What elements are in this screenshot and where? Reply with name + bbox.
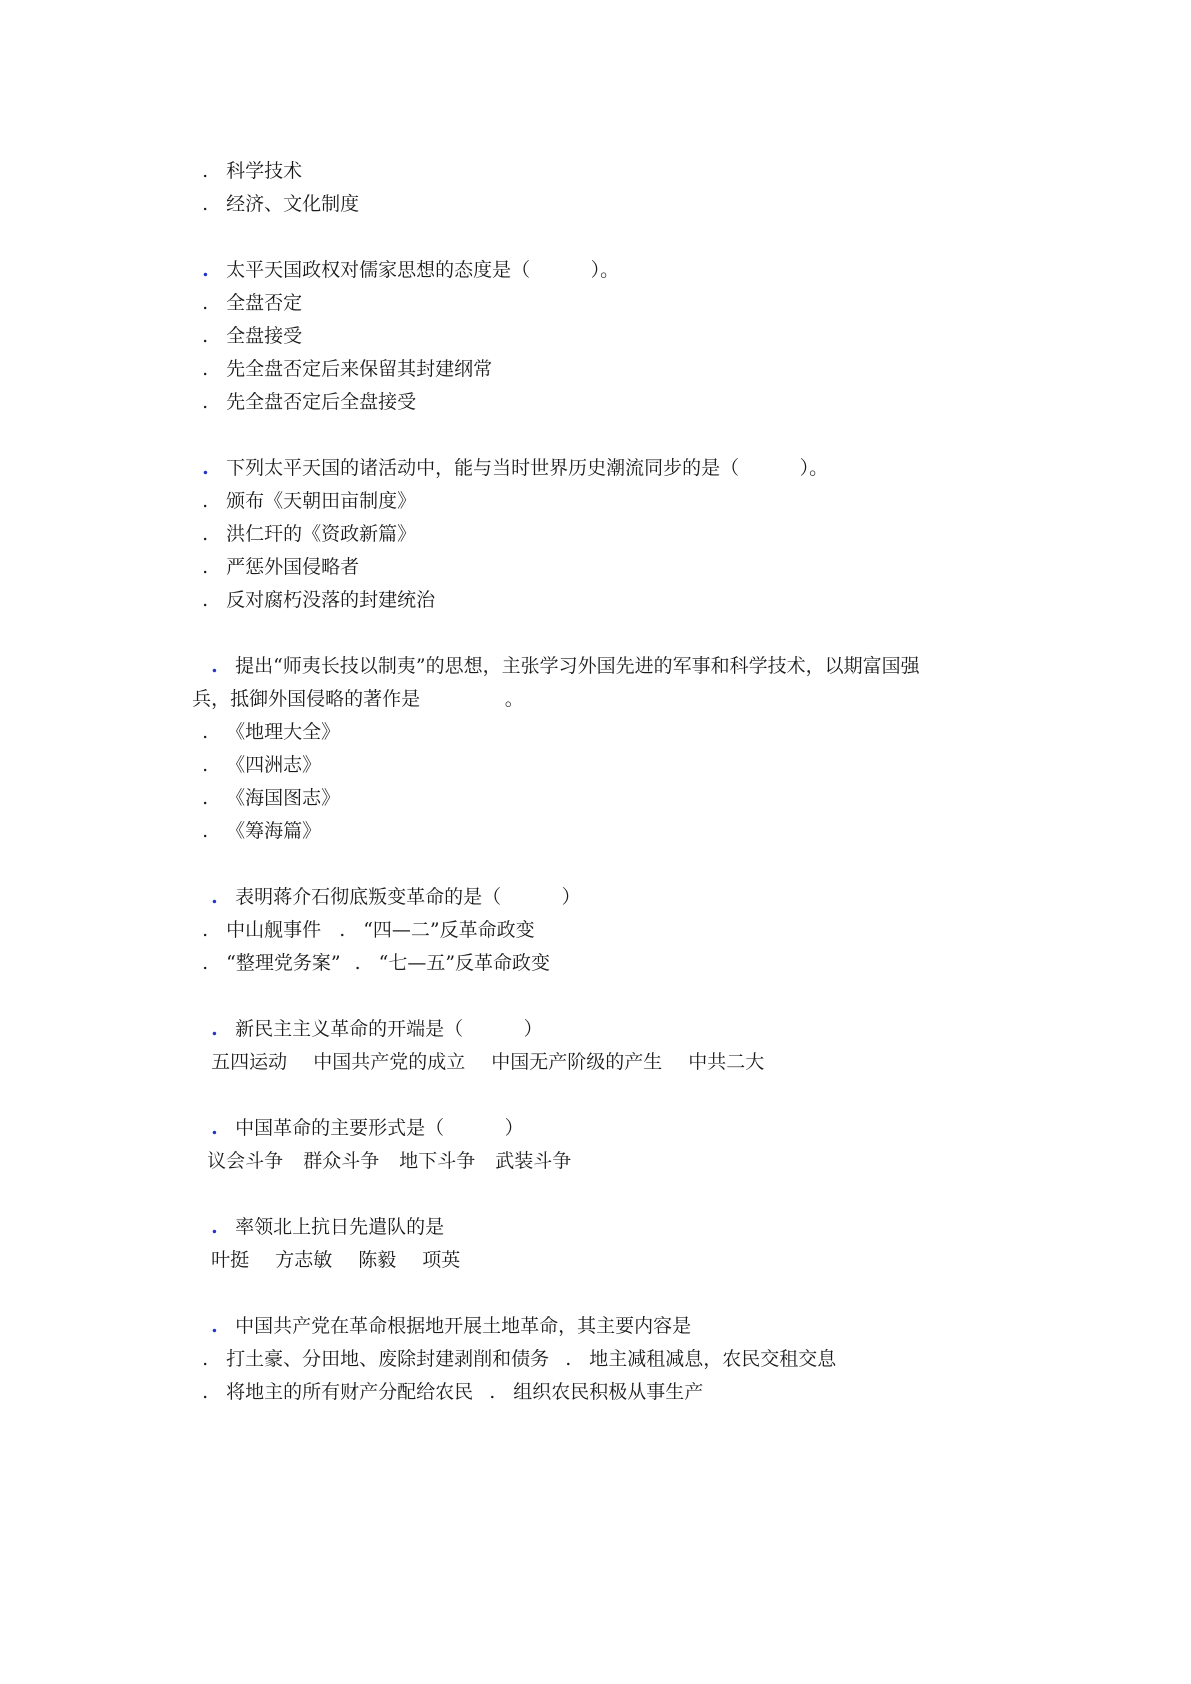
option-text: 地主减租减息，农民交租交息	[589, 1348, 837, 1370]
question-marker: .	[211, 1117, 218, 1139]
option-marker: .	[202, 820, 209, 842]
question-stem	[187, 630, 920, 677]
option-text: 中共二大	[688, 1051, 765, 1073]
option-text: 洪仁玕的《资政新篇》	[226, 523, 417, 545]
option-marker: .	[202, 754, 209, 776]
question-marker: .	[202, 457, 209, 479]
option-text: 中山舰事件	[226, 919, 322, 941]
option-text: “七—五”反革命政变	[378, 952, 551, 974]
option-text: 科学技术	[226, 160, 303, 182]
question-stem	[187, 1092, 524, 1139]
option-text: 五四运动	[211, 1051, 288, 1073]
option-line	[187, 1026, 765, 1073]
option-text: 《四洲志》	[226, 754, 322, 776]
option-marker: .	[202, 1348, 209, 1370]
option-line	[178, 531, 360, 578]
option-line	[178, 927, 551, 974]
option-line	[178, 795, 322, 842]
option-text: 严惩外国侵略者	[226, 556, 360, 578]
option-line	[178, 498, 417, 545]
option-line	[178, 1323, 837, 1370]
option-text: 中国共产党的成立	[313, 1051, 466, 1073]
option-text: 全盘否定	[226, 292, 303, 314]
option-text: 组织农民积极从事生产	[513, 1381, 704, 1403]
question-stem-continued	[168, 663, 524, 710]
question-stem	[178, 432, 829, 479]
option-text: 打土豪、分田地、废除封建剥削和债务	[226, 1348, 550, 1370]
option-line	[178, 729, 322, 776]
question-stem	[178, 234, 620, 281]
option-line	[178, 333, 493, 380]
option-marker: .	[202, 1381, 209, 1403]
option-line	[178, 300, 303, 347]
option-text: “整理党务案”	[226, 952, 341, 974]
question-text: 中国共产党在革命根据地开展土地革命，其主要内容是	[235, 1315, 692, 1337]
option-line	[178, 135, 303, 182]
option-marker: .	[202, 391, 209, 413]
option-text: 议会斗争	[207, 1150, 284, 1172]
option-marker: .	[202, 292, 209, 314]
question-marker: .	[211, 655, 218, 677]
question-text: 表明蒋介石彻底叛变革命的是（ ）	[235, 886, 581, 908]
option-marker: .	[565, 1348, 572, 1370]
option-text: 颁布《天朝田亩制度》	[226, 490, 417, 512]
option-text: 《地理大全》	[226, 721, 341, 743]
option-marker: .	[202, 919, 209, 941]
option-line	[178, 762, 341, 809]
option-text: 中国无产阶级的产生	[491, 1051, 663, 1073]
question-text: 率领北上抗日先遣队的是	[235, 1216, 445, 1238]
option-line	[187, 1224, 461, 1271]
option-line	[183, 1125, 572, 1172]
question-stem	[187, 861, 581, 908]
option-marker: .	[202, 952, 209, 974]
option-marker: .	[202, 721, 209, 743]
question-marker: .	[211, 886, 218, 908]
question-text: 中国革命的主要形式是（ ）	[235, 1117, 524, 1139]
question-stem	[187, 1290, 692, 1337]
option-text: 项英	[422, 1249, 461, 1271]
option-marker: .	[202, 160, 209, 182]
option-text: 全盘接受	[226, 325, 303, 347]
option-line	[178, 696, 341, 743]
option-marker: .	[202, 358, 209, 380]
option-marker: .	[202, 325, 209, 347]
option-text: 《海国图志》	[226, 787, 341, 809]
option-marker: .	[202, 589, 209, 611]
option-text: “四—二”反革命政变	[363, 919, 535, 941]
question-text: 下列太平天国的诸活动中，能与当时世界历史潮流同步的是（ ）。	[226, 457, 829, 479]
option-text: 方志敏	[275, 1249, 333, 1271]
option-line	[178, 465, 417, 512]
question-marker: .	[202, 259, 209, 281]
question-stem	[187, 993, 543, 1040]
option-text: 经济、文化制度	[226, 193, 360, 215]
question-marker: .	[211, 1018, 218, 1040]
option-marker: .	[202, 193, 209, 215]
option-text: 地下斗争	[399, 1150, 476, 1172]
option-line	[178, 267, 303, 314]
option-line	[178, 366, 417, 413]
option-marker: .	[354, 952, 361, 974]
option-text: 《筹海篇》	[226, 820, 322, 842]
option-marker: .	[202, 490, 209, 512]
question-marker: .	[211, 1216, 218, 1238]
option-marker: .	[202, 556, 209, 578]
option-text: 先全盘否定后来保留其封建纲常	[226, 358, 493, 380]
option-text: 先全盘否定后全盘接受	[226, 391, 417, 413]
option-line	[178, 564, 436, 611]
question-stem	[187, 1191, 445, 1238]
option-line	[178, 1356, 704, 1403]
option-marker: .	[202, 523, 209, 545]
option-line	[178, 168, 360, 215]
option-text: 群众斗争	[303, 1150, 380, 1172]
option-text: 叶挺	[211, 1249, 250, 1271]
option-text: 陈毅	[358, 1249, 397, 1271]
question-text: 兵，抵御外国侵略的著作是 。	[192, 688, 524, 710]
option-marker: .	[339, 919, 346, 941]
question-text: 太平天国政权对儒家思想的态度是（ ）。	[226, 259, 620, 281]
question-marker: .	[211, 1315, 218, 1337]
option-text: 将地主的所有财产分配给农民	[226, 1381, 474, 1403]
question-text: 新民主主义革命的开端是（ ）	[235, 1018, 543, 1040]
option-text: 反对腐朽没落的封建统治	[226, 589, 436, 611]
option-marker: .	[202, 787, 209, 809]
question-text: 提出“师夷长技以制夷”的思想，主张学习外国先进的军事和科学技术，以期富国强	[235, 655, 920, 677]
option-text: 武装斗争	[495, 1150, 572, 1172]
option-line	[178, 894, 535, 941]
option-marker: .	[489, 1381, 496, 1403]
